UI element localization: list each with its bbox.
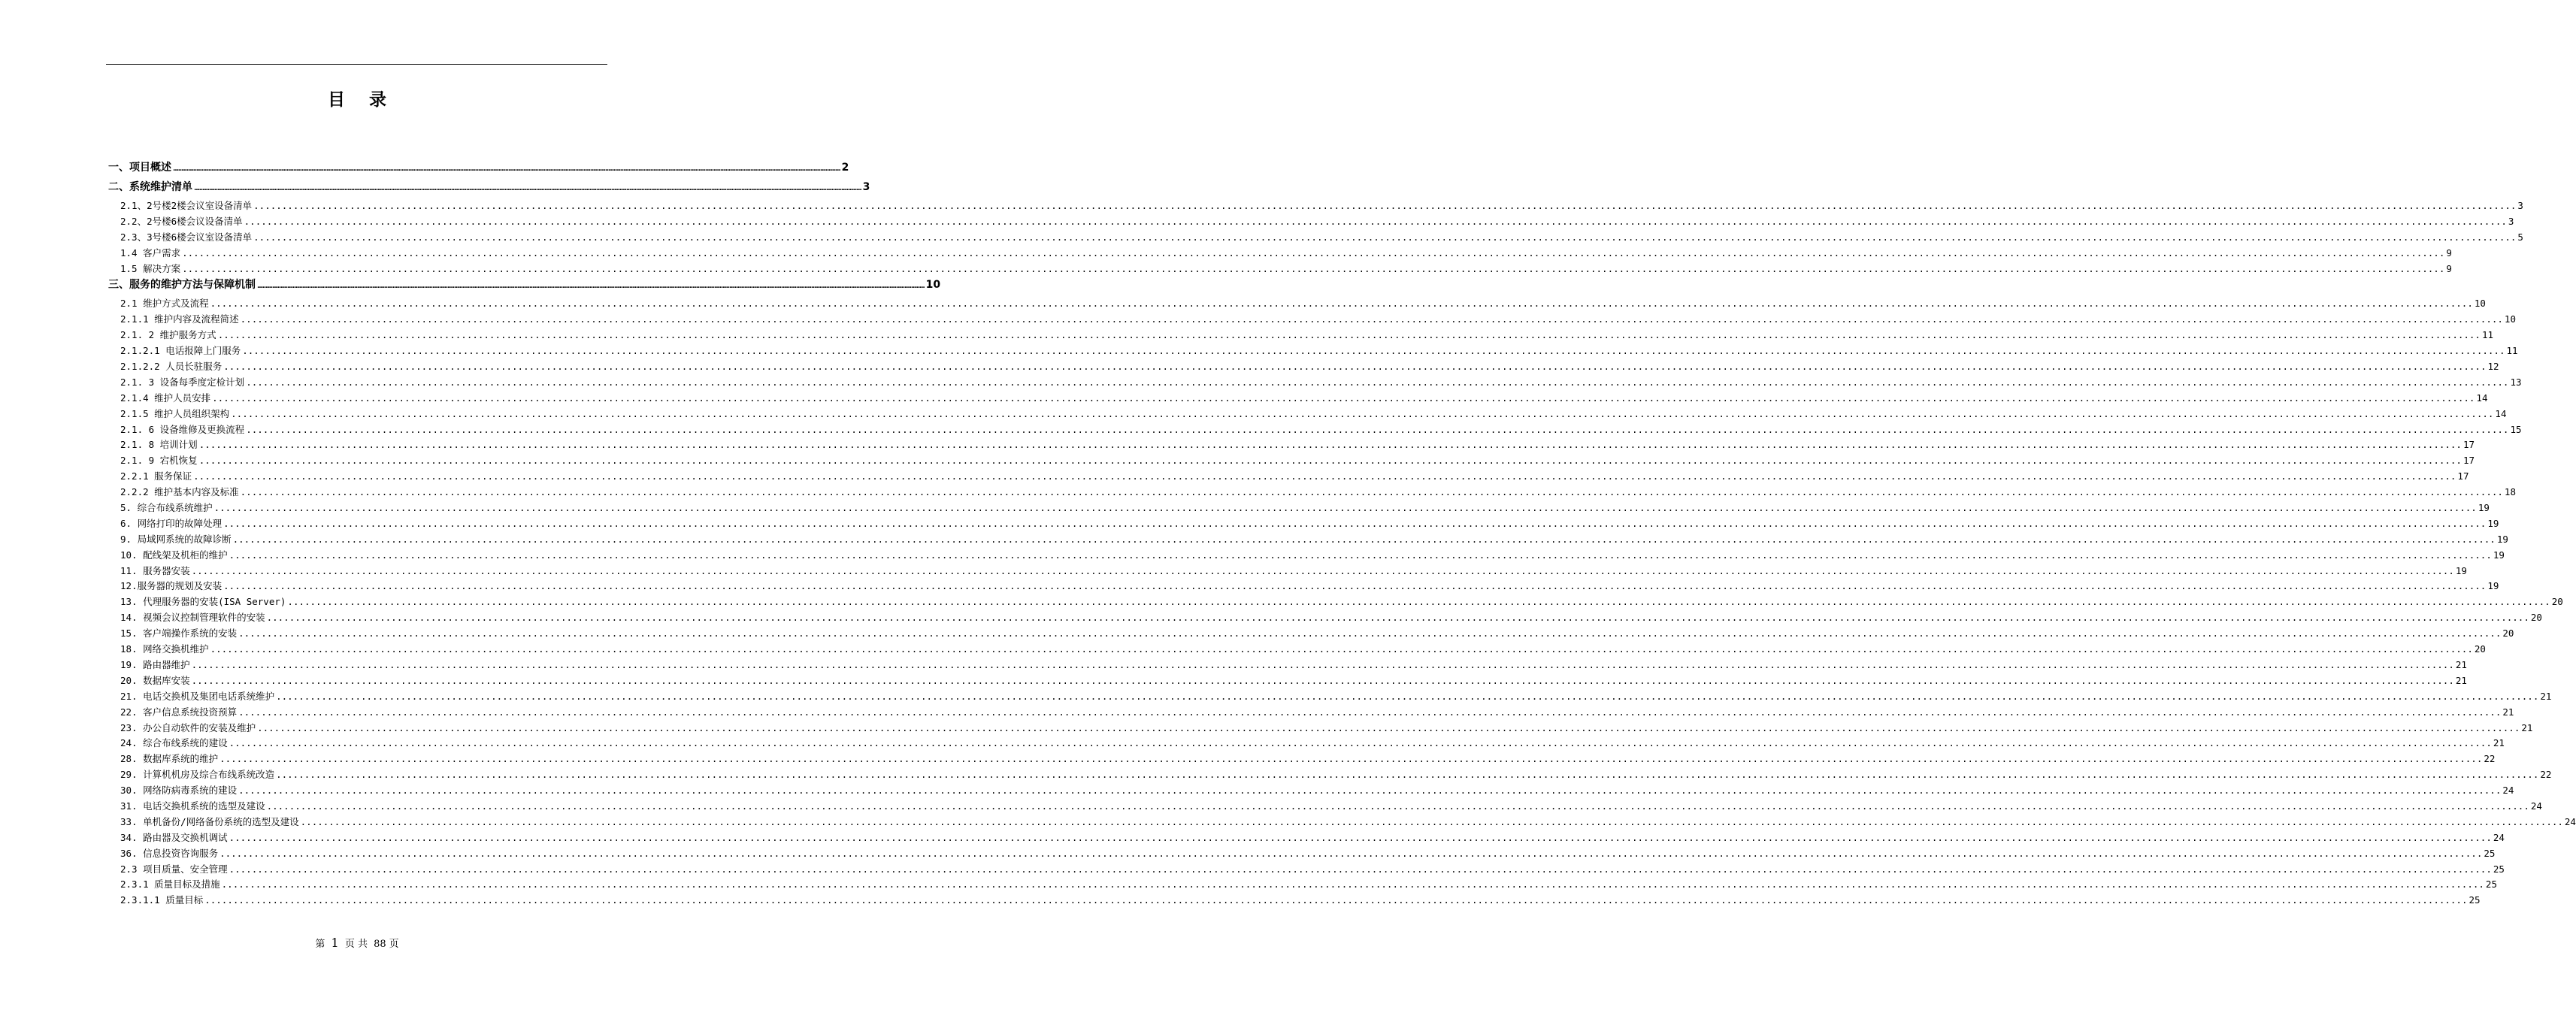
toc-dot-leader: ................................................................................................................................................................................................................................................................................................................................................................................................................ — [217, 329, 2481, 341]
toc-entry-page: 12 — [2487, 361, 2499, 373]
toc-entry[interactable] — [108, 751, 2496, 767]
toc-dot-leader: ................................................................................................................................................................................................................................................................................................................................................................................................................ — [238, 627, 2502, 640]
toc-dot-leader: ................................................................................................................................................................................................................................................................................................................................................................................................................ — [210, 643, 2473, 655]
toc-entry[interactable] — [108, 783, 2514, 799]
toc-entry-label: 19. 路由器维护 — [120, 658, 190, 670]
toc-entry-page: 24 — [2502, 785, 2514, 797]
toc-entry-page: 24 — [2493, 831, 2505, 843]
toc-entry-label: 33. 单机备份/网络备份系统的选型及建设 — [120, 815, 299, 827]
toc-entry-page: 17 — [2457, 470, 2469, 482]
toc-dot-leader: ................................................................................................................................................................................................................................................................................................................................................................................................................ — [246, 376, 2509, 388]
toc-entry-label: 36. 信息投资咨询服务 — [120, 847, 219, 859]
toc-dot-leader: ................................................................................................................................................................................................................................................................................................................................................................................................................ — [182, 262, 2445, 274]
toc-entry-label: 2.3 项目质量、安全管理 — [120, 863, 228, 875]
toc-entry-label: 2.1. 9 宕机恢复 — [120, 455, 198, 467]
toc-dot-leader: ................................................................................................................................................................................................................................................................................................................................................................................................................ — [204, 894, 2468, 906]
toc-entry-label: 2.3、3号楼6楼会议室设备清单 — [120, 231, 253, 243]
toc-dot-leader: ................................................................................................................................................................................................................................................................................................................................................................................................................ — [242, 345, 2505, 357]
toc-entry-page: 19 — [2496, 533, 2508, 545]
toc-entry-page: 3 — [2517, 200, 2523, 211]
toc-entry-page: 19 — [2487, 580, 2499, 592]
toc-entry[interactable] — [108, 877, 2497, 893]
toc-dot-leader: ................................................................................................................................................................................................................................................................................................................................................................................................................ — [173, 165, 840, 173]
toc-entry[interactable] — [108, 642, 2486, 658]
toc-entry-page: 11 — [2506, 345, 2518, 357]
toc-entry-label: 9. 局域网系统的故障诊断 — [120, 533, 232, 545]
footer-current-page: 1 — [331, 936, 339, 950]
toc-entry[interactable] — [108, 579, 2499, 594]
toc-entry-label: 31. 电话交换机系统的选型及建设 — [120, 800, 265, 812]
toc-dot-leader: ................................................................................................................................................................................................................................................................................................................................................................................................................ — [300, 815, 2563, 827]
toc-entry-page: 25 — [2469, 894, 2481, 906]
page-footer — [0, 936, 714, 950]
toc-entry-page: 21 — [2455, 674, 2467, 686]
toc-entry-page: 17 — [2462, 439, 2475, 451]
toc-entry[interactable] — [108, 159, 849, 179]
toc-entry[interactable] — [108, 262, 2452, 277]
toc-entry-page: 14 — [2476, 392, 2488, 404]
toc-entry-label: 23. 办公自动软件的安装及维护 — [120, 721, 256, 733]
toc-entry-label: 2.3.1 质量目标及措施 — [120, 878, 220, 891]
toc-entry[interactable] — [108, 862, 2505, 878]
toc-entry[interactable] — [108, 548, 2505, 564]
toc-entry-page: 24 — [2530, 800, 2542, 812]
toc-dot-leader: ................................................................................................................................................................................................................................................................................................................................................................................................................ — [229, 549, 2492, 561]
footer-middle: 页 共 — [344, 939, 368, 950]
toc-entry-page: 20 — [2474, 643, 2486, 655]
toc-entry-label: 18. 网络交换机维护 — [120, 643, 209, 655]
toc-dot-leader: ................................................................................................................................................................................................................................................................................................................................................................................................................ — [198, 439, 2462, 451]
toc-entry-page: 10 — [2474, 298, 2486, 310]
toc-entry-page: 18 — [2504, 486, 2516, 498]
toc-entry-page: 25 — [2493, 863, 2505, 875]
toc-entry-label: 21. 电话交换机及集团电话系统维护 — [120, 690, 275, 702]
toc-entry[interactable] — [108, 391, 2488, 407]
toc-entry-label: 2.1 维护方式及流程 — [120, 298, 209, 310]
toc-dot-leader: ................................................................................................................................................................................................................................................................................................................................................................................................................ — [229, 831, 2492, 843]
toc-dot-leader: ................................................................................................................................................................................................................................................................................................................................................................................................................ — [194, 185, 861, 192]
toc-dot-leader: ................................................................................................................................................................................................................................................................................................................................................................................................................ — [191, 564, 2454, 576]
toc-entry-page: 21 — [2502, 706, 2514, 718]
footer-prefix: 第 — [315, 939, 325, 950]
toc-entry-label: 28. 数据库系统的维护 — [120, 753, 219, 765]
footer-suffix: 页 — [389, 939, 399, 950]
toc-dot-leader: ................................................................................................................................................................................................................................................................................................................................................................................................................ — [253, 231, 2517, 243]
toc-entry-page: 19 — [2478, 502, 2490, 514]
toc-entry[interactable] — [108, 453, 2475, 469]
toc-entry[interactable] — [108, 594, 2563, 610]
toc-dot-leader: ................................................................................................................................................................................................................................................................................................................................................................................................................ — [257, 721, 2520, 733]
toc-entry-label: 1.4 客户需求 — [120, 246, 181, 259]
toc-dot-leader: ................................................................................................................................................................................................................................................................................................................................................................................................................ — [191, 674, 2454, 686]
toc-entry-label: 2.1.2.2 人员长驻服务 — [120, 361, 222, 373]
toc-dot-leader: ................................................................................................................................................................................................................................................................................................................................................................................................................ — [213, 502, 2477, 514]
toc-entry-label: 14. 视频会议控制管理软件的安装 — [120, 612, 265, 624]
toc-entry-page: 21 — [2455, 658, 2467, 670]
toc-entry-page: 21 — [2493, 737, 2505, 749]
toc-dot-leader: ................................................................................................................................................................................................................................................................................................................................................................................................................ — [240, 486, 2503, 498]
toc-dot-leader: ................................................................................................................................................................................................................................................................................................................................................................................................................ — [191, 658, 2454, 670]
page-title: 目 录 — [327, 90, 395, 110]
toc-entry[interactable] — [108, 673, 2467, 689]
toc-entry-page: 13 — [2510, 376, 2522, 388]
toc-entry[interactable] — [108, 767, 2552, 783]
toc-entry[interactable] — [108, 799, 2542, 815]
toc-entry[interactable] — [108, 658, 2467, 673]
toc-entry-page: 20 — [2551, 596, 2563, 608]
toc-entry-label: 2.1.5 维护人员组织架构 — [120, 407, 230, 419]
toc-entry-label: 2.1. 8 培训计划 — [120, 439, 198, 451]
toc-entry[interactable] — [108, 516, 2499, 532]
toc-dot-leader: ................................................................................................................................................................................................................................................................................................................................................................................................................ — [223, 517, 2487, 529]
toc-entry-page: 2 — [841, 162, 849, 174]
toc-entry[interactable] — [108, 485, 2516, 500]
toc-entry-page: 20 — [2530, 612, 2542, 624]
toc-entry[interactable] — [108, 532, 2508, 548]
toc-entry[interactable] — [108, 626, 2514, 642]
toc-entry[interactable] — [108, 705, 2514, 721]
toc-entry-page: 25 — [2484, 847, 2496, 859]
toc-entry-label: 2.2、2号楼6楼会议设备清单 — [120, 215, 243, 227]
toc-dot-leader: ................................................................................................................................................................................................................................................................................................................................................................................................................ — [210, 298, 2473, 310]
toc-dot-leader: ................................................................................................................................................................................................................................................................................................................................................................................................................ — [232, 533, 2496, 545]
toc-entry-label: 1.5 解决方案 — [120, 262, 181, 274]
toc-entry-page: 24 — [2564, 815, 2576, 827]
toc-entry-page: 17 — [2462, 455, 2475, 467]
toc-dot-leader: ................................................................................................................................................................................................................................................................................................................................................................................................................ — [253, 200, 2517, 211]
toc-dot-leader: ................................................................................................................................................................................................................................................................................................................................................................................................................ — [266, 800, 2529, 812]
toc-dot-leader: ................................................................................................................................................................................................................................................................................................................................................................................................................ — [257, 283, 925, 291]
toc-entry-page: 19 — [2487, 517, 2499, 529]
toc-entry-page: 21 — [2521, 721, 2533, 733]
toc-dot-leader: ................................................................................................................................................................................................................................................................................................................................................................................................................ — [276, 769, 2539, 781]
toc-dot-leader: ................................................................................................................................................................................................................................................................................................................................................................................................................ — [231, 407, 2494, 419]
toc-dot-leader: ................................................................................................................................................................................................................................................................................................................................................................................................................ — [198, 455, 2462, 467]
toc-entry[interactable] — [108, 179, 870, 198]
table-of-contents — [108, 159, 2576, 909]
toc-dot-leader: ................................................................................................................................................................................................................................................................................................................................................................................................................ — [212, 392, 2475, 404]
toc-entry-label: 6. 网络打印的故障处理 — [120, 517, 222, 529]
toc-dot-leader: ................................................................................................................................................................................................................................................................................................................................................................................................................ — [223, 361, 2487, 373]
toc-entry-label: 二、系统维护清单 — [108, 181, 192, 193]
toc-dot-leader: ................................................................................................................................................................................................................................................................................................................................................................................................................ — [223, 580, 2487, 592]
toc-entry-label: 29. 计算机机房及综合布线系统改造 — [120, 769, 275, 781]
toc-entry-label: 15. 客户端操作系统的安装 — [120, 627, 238, 640]
toc-dot-leader: ................................................................................................................................................................................................................................................................................................................................................................................................................ — [266, 612, 2529, 624]
toc-entry-label: 2.1. 3 设备每季度定检计划 — [120, 376, 245, 388]
toc-entry-page: 25 — [2485, 878, 2497, 891]
toc-dot-leader: ................................................................................................................................................................................................................................................................................................................................................................................................................ — [287, 596, 2550, 608]
toc-entry-page: 9 — [2446, 262, 2452, 274]
header-rule — [106, 64, 607, 65]
toc-entry-label: 11. 服务器安装 — [120, 564, 190, 576]
toc-entry-page: 3 — [862, 181, 870, 193]
toc-entry[interactable] — [108, 407, 2507, 422]
toc-dot-leader: ................................................................................................................................................................................................................................................................................................................................................................................................................ — [238, 706, 2502, 718]
toc-dot-leader: ................................................................................................................................................................................................................................................................................................................................................................................................................ — [221, 878, 2484, 891]
toc-dot-leader: ................................................................................................................................................................................................................................................................................................................................................................................................................ — [182, 246, 2445, 259]
toc-entry[interactable] — [108, 359, 2499, 375]
toc-entry-label: 5. 综合布线系统维护 — [120, 502, 213, 514]
toc-entry-page: 21 — [2540, 690, 2552, 702]
toc-entry-page: 10 — [925, 279, 941, 292]
toc-entry-label: 2.1.2.1 电话报障上门服务 — [120, 345, 241, 357]
toc-dot-leader: ................................................................................................................................................................................................................................................................................................................................................................................................................ — [240, 313, 2503, 325]
toc-entry-label: 30. 网络防病毒系统的建设 — [120, 785, 238, 797]
toc-dot-leader: ................................................................................................................................................................................................................................................................................................................................................................................................................ — [229, 737, 2492, 749]
toc-entry-page: 14 — [2495, 407, 2507, 419]
toc-entry-label: 2.3.1.1 质量目标 — [120, 894, 204, 906]
toc-dot-leader: ................................................................................................................................................................................................................................................................................................................................................................................................................ — [238, 785, 2502, 797]
toc-entry-page: 9 — [2446, 246, 2452, 259]
toc-dot-leader: ................................................................................................................................................................................................................................................................................................................................................................................................................ — [276, 690, 2539, 702]
toc-entry[interactable] — [108, 230, 2523, 246]
toc-entry-label: 2.2.1 服务保证 — [120, 470, 192, 482]
toc-dot-leader: ................................................................................................................................................................................................................................................................................................................................................................................................................ — [244, 215, 2507, 227]
toc-entry-page: 22 — [2540, 769, 2552, 781]
toc-entry[interactable] — [108, 198, 2523, 214]
toc-entry[interactable] — [108, 277, 941, 296]
toc-entry-label: 2.1.4 维护人员安排 — [120, 392, 211, 404]
toc-entry[interactable] — [108, 328, 2494, 343]
toc-entry-label: 2.1. 2 维护服务方式 — [120, 329, 216, 341]
toc-entry[interactable] — [108, 312, 2516, 328]
toc-entry-label: 13. 代理服务器的安装(ISA Server) — [120, 596, 286, 608]
toc-entry[interactable] — [108, 736, 2505, 751]
toc-entry-label: 2.1. 6 设备维修及更换流程 — [120, 423, 245, 435]
toc-dot-leader: ................................................................................................................................................................................................................................................................................................................................................................................................................ — [219, 753, 2483, 765]
toc-entry-page: 22 — [2484, 753, 2496, 765]
toc-entry[interactable] — [108, 564, 2467, 579]
toc-entry[interactable] — [108, 893, 2481, 909]
toc-entry-page: 20 — [2502, 627, 2514, 640]
toc-entry[interactable] — [108, 721, 2533, 736]
footer-total-pages: 88 — [374, 939, 386, 950]
toc-entry-label: 24. 综合布线系统的建设 — [120, 737, 228, 749]
toc-entry-page: 10 — [2504, 313, 2516, 325]
toc-entry-label: 三、服务的维护方法与保障机制 — [108, 279, 256, 292]
toc-dot-leader: ................................................................................................................................................................................................................................................................................................................................................................................................................ — [246, 423, 2509, 435]
toc-entry[interactable] — [108, 422, 2522, 438]
toc-entry[interactable] — [108, 296, 2486, 312]
toc-entry[interactable] — [108, 343, 2518, 359]
toc-entry[interactable] — [108, 375, 2522, 391]
toc-dot-leader: ................................................................................................................................................................................................................................................................................................................................................................................................................ — [219, 847, 2483, 859]
toc-entry[interactable] — [108, 214, 2514, 230]
toc-entry[interactable] — [108, 815, 2576, 830]
toc-entry-label: 一、项目概述 — [108, 162, 171, 174]
toc-entry-page: 5 — [2517, 231, 2523, 243]
toc-entry-page: 19 — [2455, 564, 2467, 576]
toc-entry-page: 19 — [2493, 549, 2505, 561]
toc-entry-label: 34. 路由器及交换机调试 — [120, 831, 228, 843]
toc-entry-page: 11 — [2481, 329, 2494, 341]
toc-entry-label: 22. 客户信息系统投资预算 — [120, 706, 238, 718]
toc-entry[interactable] — [108, 437, 2475, 453]
toc-entry-label: 10. 配线架及机柜的维护 — [120, 549, 228, 561]
toc-entry-page: 15 — [2510, 423, 2522, 435]
toc-entry[interactable] — [108, 500, 2490, 516]
toc-entry[interactable] — [108, 246, 2452, 262]
toc-entry[interactable] — [108, 469, 2469, 485]
toc-entry[interactable] — [108, 610, 2542, 626]
toc-entry[interactable] — [108, 830, 2505, 846]
toc-dot-leader: ................................................................................................................................................................................................................................................................................................................................................................................................................ — [229, 863, 2492, 875]
toc-entry[interactable] — [108, 689, 2552, 705]
toc-dot-leader: ................................................................................................................................................................................................................................................................................................................................................................................................................ — [193, 470, 2456, 482]
toc-entry-label: 20. 数据库安装 — [120, 674, 190, 686]
toc-entry-label: 2.1.1 维护内容及流程简述 — [120, 313, 239, 325]
toc-entry-label: 2.2.2 维护基本内容及标准 — [120, 486, 239, 498]
toc-entry-page: 3 — [2508, 215, 2514, 227]
toc-entry[interactable] — [108, 846, 2496, 862]
toc-entry-label: 2.1、2号楼2楼会议室设备清单 — [120, 200, 253, 211]
toc-entry-label: 12.服务器的规划及安装 — [120, 580, 222, 592]
